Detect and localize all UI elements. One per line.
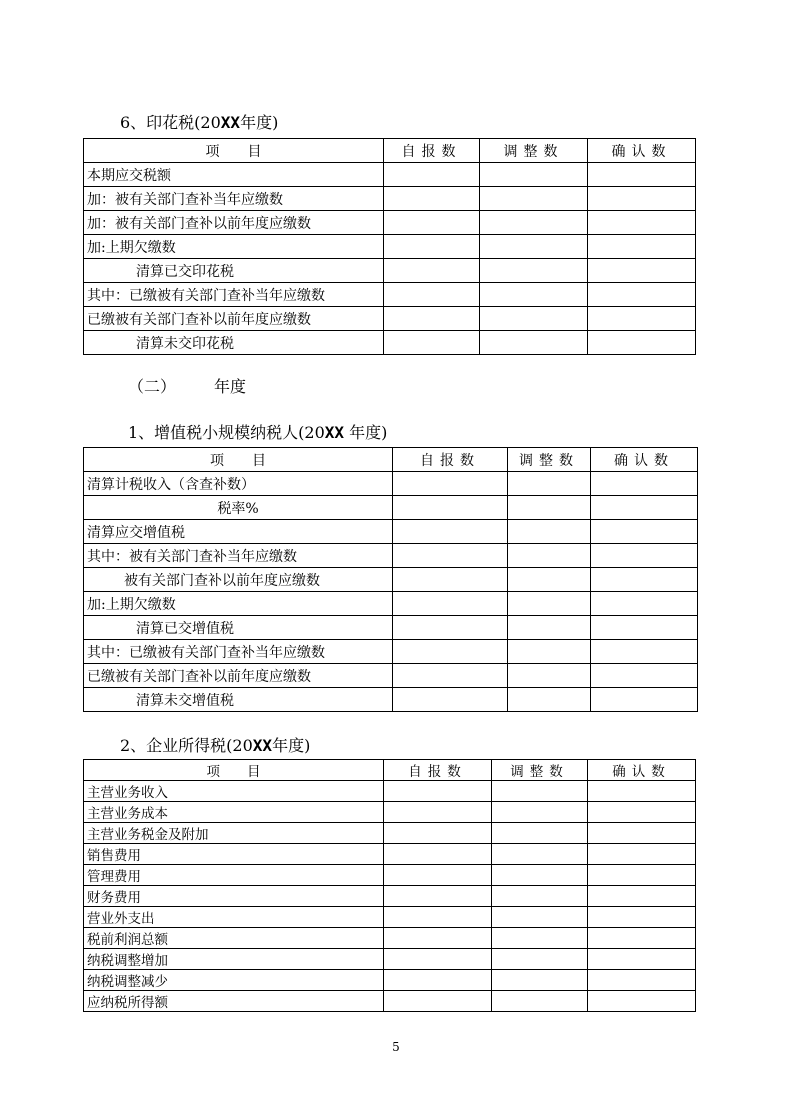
confirmed-cell[interactable] (588, 331, 696, 355)
row-label: 应纳税所得额 (84, 991, 384, 1012)
adjustment-cell[interactable] (492, 928, 588, 949)
self-report-cell[interactable] (393, 568, 508, 592)
self-report-cell[interactable] (393, 472, 508, 496)
confirmed-cell[interactable] (591, 688, 698, 712)
self-report-cell[interactable] (384, 991, 492, 1012)
adjustment-cell[interactable] (480, 259, 588, 283)
adjustment-cell[interactable] (480, 211, 588, 235)
table-row (84, 823, 696, 844)
table-row (84, 991, 696, 1012)
confirmed-cell[interactable] (591, 640, 698, 664)
table-row (84, 307, 696, 331)
column-header-confirmed: 确认数 (588, 139, 696, 163)
column-header-self-report: 自报数 (384, 139, 480, 163)
confirmed-cell[interactable] (591, 664, 698, 688)
table-row (84, 568, 698, 592)
self-report-cell[interactable] (384, 970, 492, 991)
self-report-cell[interactable] (393, 640, 508, 664)
table-header-row (84, 139, 696, 163)
subsection-year-label: 年度 (214, 377, 247, 396)
adjustment-cell[interactable] (492, 781, 588, 802)
table-row (84, 259, 696, 283)
row-label: 营业外支出 (84, 907, 384, 928)
confirmed-cell[interactable] (588, 259, 696, 283)
table-row (84, 928, 696, 949)
row-label: 清算计税收入（含查补数） (84, 472, 393, 496)
row-label: 加：被有关部门查补当年应缴数 (84, 187, 384, 211)
adjustment-cell[interactable] (492, 949, 588, 970)
column-header-item: 项 目 (84, 448, 393, 472)
self-report-cell[interactable] (384, 331, 480, 355)
table-row (84, 844, 696, 865)
confirmed-cell[interactable] (591, 592, 698, 616)
row-label: 清算未交增值税 (84, 688, 393, 712)
self-report-cell[interactable] (384, 949, 492, 970)
adjustment-cell[interactable] (508, 496, 591, 520)
corporate-income-tax-table (83, 759, 696, 1012)
table-row (84, 520, 698, 544)
row-label: 加：被有关部门查补以前年度应缴数 (84, 211, 384, 235)
adjustment-cell[interactable] (492, 991, 588, 1012)
confirmed-cell[interactable] (588, 235, 696, 259)
table-row (84, 211, 696, 235)
self-report-cell[interactable] (384, 307, 480, 331)
table-row (84, 235, 696, 259)
self-report-cell[interactable] (384, 907, 492, 928)
row-label: 本期应交税额 (84, 163, 384, 187)
self-report-cell[interactable] (384, 823, 492, 844)
table-row (84, 283, 696, 307)
row-label: 已缴被有关部门查补以前年度应缴数 (84, 307, 384, 331)
confirmed-cell[interactable] (588, 163, 696, 187)
confirmed-cell[interactable] (591, 568, 698, 592)
row-label: 主营业务税金及附加 (84, 823, 384, 844)
adjustment-cell[interactable] (480, 187, 588, 211)
adjustment-cell[interactable] (508, 688, 591, 712)
self-report-cell[interactable] (393, 544, 508, 568)
row-label: 其中：已缴被有关部门查补当年应缴数 (84, 283, 384, 307)
adjustment-cell[interactable] (492, 865, 588, 886)
table-row (84, 688, 698, 712)
self-report-cell[interactable] (393, 616, 508, 640)
row-label: 销售费用 (84, 844, 384, 865)
self-report-cell[interactable] (393, 592, 508, 616)
self-report-cell[interactable] (384, 844, 492, 865)
row-label: 清算已交印花税 (84, 259, 384, 283)
row-label: 清算应交增值税 (84, 520, 393, 544)
table-row (84, 865, 696, 886)
confirmed-cell[interactable] (588, 283, 696, 307)
adjustment-cell[interactable] (492, 802, 588, 823)
adjustment-cell[interactable] (492, 907, 588, 928)
confirmed-cell[interactable] (588, 970, 696, 991)
row-label: 已缴被有关部门查补以前年度应缴数 (84, 664, 393, 688)
table-row (84, 664, 698, 688)
row-label: 清算已交增值税 (84, 616, 393, 640)
column-header-self-report: 自报数 (393, 448, 508, 472)
adjustment-cell[interactable] (508, 592, 591, 616)
row-label: 税前利润总额 (84, 928, 384, 949)
confirmed-cell[interactable] (591, 520, 698, 544)
column-header-item: 项 目 (84, 760, 384, 781)
confirmed-cell[interactable] (588, 865, 696, 886)
adjustment-cell[interactable] (492, 844, 588, 865)
self-report-cell[interactable] (384, 886, 492, 907)
confirmed-cell[interactable] (588, 928, 696, 949)
adjustment-cell[interactable] (480, 235, 588, 259)
table-row (84, 616, 698, 640)
confirmed-cell[interactable] (588, 844, 696, 865)
table-row (84, 640, 698, 664)
table-row (84, 331, 696, 355)
confirmed-cell[interactable] (591, 544, 698, 568)
self-report-cell[interactable] (384, 928, 492, 949)
adjustment-cell[interactable] (508, 568, 591, 592)
table-row (84, 970, 696, 991)
row-label: 主营业务成本 (84, 802, 384, 823)
table-row (84, 802, 696, 823)
table-row (84, 187, 696, 211)
adjustment-cell[interactable] (508, 616, 591, 640)
subsection-label: （二） (128, 377, 177, 396)
confirmed-cell[interactable] (588, 781, 696, 802)
adjustment-cell[interactable] (492, 886, 588, 907)
self-report-cell[interactable] (384, 163, 480, 187)
confirmed-cell[interactable] (588, 991, 696, 1012)
self-report-cell[interactable] (384, 235, 480, 259)
adjustment-cell[interactable] (508, 640, 591, 664)
table-row (84, 781, 696, 802)
column-header-adjustment: 调整数 (508, 448, 591, 472)
self-report-cell[interactable] (393, 496, 508, 520)
row-label: 加:上期欠缴数 (84, 592, 393, 616)
table-header-row (84, 760, 696, 781)
vat-small-scale-table (83, 447, 698, 712)
self-report-cell[interactable] (384, 283, 480, 307)
table-header-row (84, 448, 698, 472)
adjustment-cell[interactable] (480, 331, 588, 355)
adjustment-cell[interactable] (492, 970, 588, 991)
row-label: 其中：被有关部门查补当年应缴数 (84, 544, 393, 568)
table-row (84, 163, 696, 187)
column-header-confirmed: 确认数 (588, 760, 696, 781)
adjustment-cell[interactable] (508, 664, 591, 688)
section6-heading: 6、印花税(20XX年度) (120, 113, 279, 132)
row-label: 清算未交印花税 (84, 331, 384, 355)
row-label: 税率% (84, 496, 393, 520)
confirmed-cell[interactable] (588, 187, 696, 211)
row-label: 纳税调整增加 (84, 949, 384, 970)
column-header-item: 项 目 (84, 139, 384, 163)
stamp-tax-table (83, 138, 696, 355)
self-report-cell[interactable] (393, 688, 508, 712)
confirmed-cell[interactable] (588, 886, 696, 907)
adjustment-cell[interactable] (480, 307, 588, 331)
adjustment-cell[interactable] (480, 163, 588, 187)
table-row (84, 544, 698, 568)
self-report-cell[interactable] (393, 664, 508, 688)
section2-heading: 2、企业所得税(20XX年度) (120, 736, 311, 755)
table-row (84, 886, 696, 907)
section1-heading: 1、增值税小规模纳税人(20XX 年度) (128, 423, 388, 442)
table-row (84, 907, 696, 928)
page-number: 5 (392, 1040, 400, 1054)
column-header-self-report: 自报数 (384, 760, 492, 781)
confirmed-cell[interactable] (588, 211, 696, 235)
column-header-confirmed: 确认数 (591, 448, 698, 472)
row-label: 被有关部门查补以前年度应缴数 (84, 568, 393, 592)
table-row (84, 496, 698, 520)
row-label: 财务费用 (84, 886, 384, 907)
adjustment-cell[interactable] (508, 472, 591, 496)
table-row (84, 949, 696, 970)
confirmed-cell[interactable] (591, 616, 698, 640)
adjustment-cell[interactable] (492, 823, 588, 844)
row-label: 主营业务收入 (84, 781, 384, 802)
self-report-cell[interactable] (384, 802, 492, 823)
confirmed-cell[interactable] (591, 496, 698, 520)
self-report-cell[interactable] (393, 520, 508, 544)
adjustment-cell[interactable] (480, 283, 588, 307)
column-header-adjustment: 调整数 (492, 760, 588, 781)
self-report-cell[interactable] (384, 211, 480, 235)
confirmed-cell[interactable] (588, 907, 696, 928)
confirmed-cell[interactable] (588, 307, 696, 331)
row-label: 加:上期欠缴数 (84, 235, 384, 259)
confirmed-cell[interactable] (588, 949, 696, 970)
row-label: 纳税调整减少 (84, 970, 384, 991)
confirmed-cell[interactable] (591, 472, 698, 496)
confirmed-cell[interactable] (588, 802, 696, 823)
adjustment-cell[interactable] (508, 544, 591, 568)
row-label: 其中：已缴被有关部门查补当年应缴数 (84, 640, 393, 664)
self-report-cell[interactable] (384, 187, 480, 211)
column-header-adjustment: 调整数 (480, 139, 588, 163)
row-label: 管理费用 (84, 865, 384, 886)
confirmed-cell[interactable] (588, 823, 696, 844)
self-report-cell[interactable] (384, 259, 480, 283)
self-report-cell[interactable] (384, 781, 492, 802)
table-row (84, 592, 698, 616)
adjustment-cell[interactable] (508, 520, 591, 544)
table-row (84, 472, 698, 496)
self-report-cell[interactable] (384, 865, 492, 886)
